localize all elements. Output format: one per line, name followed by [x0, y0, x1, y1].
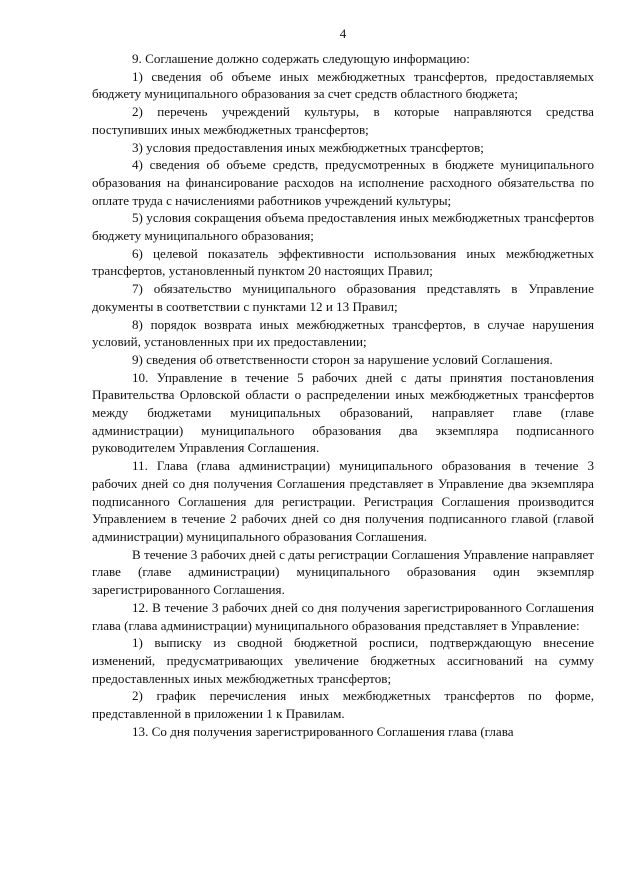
paragraph-12: 12. В течение 3 рабочих дней со дня получения зарегистрированного Соглашения глава (глава администрации) муниципального образования представляет в Управление: [92, 599, 594, 633]
document-body [92, 50, 594, 740]
page-number: 4 [339, 26, 347, 41]
document-page [92, 26, 594, 740]
paragraph-13: 13. Со дня получения зарегистрированного Соглашения глава (глава [132, 723, 514, 739]
paragraph-10: 10. Управление в течение 5 рабочих дней с даты принятия постановления Правительства Орловской области о распределении иных межбюджетных трансфертов между бюджетами муниципальных образований, направляет главе (главе администрации) муниципального образования два экземпляра подписанного руководителем Управления Соглашения. [92, 369, 594, 456]
paragraph-9-heading: 9. Соглашение должно содержать следующую информацию: [132, 51, 470, 66]
paragraph-9-item-7: 7) обязательство муниципального образования представлять в Управление документы в соответствии с пунктами 12 и 13 Правил; [92, 281, 594, 314]
paragraph-9-item-9: 9) сведения об ответственности сторон за нарушение условий Соглашения. [132, 351, 553, 367]
paragraph-9-item-6: 6) целевой показатель эффективности использования иных межбюджетных трансфертов, установленный пунктом 20 настоящих Правил; [92, 245, 594, 279]
paragraph-9-item-8: 8) порядок возврата иных межбюджетных трансфертов, в случае нарушения условий, установленных при их предоставлении; [92, 316, 594, 350]
paragraph-9-item-1: 1) сведения об объеме иных межбюджетных трансфертов, предоставляемых бюджету муниципального образования за счет средств областного бюджета; [92, 68, 594, 102]
paragraph-9-item-3: 3) условия предоставления иных межбюджетных трансфертов; [132, 139, 484, 155]
paragraph-11-continuation: В течение 3 рабочих дней с даты регистрации Соглашения Управление направляет главе (главе администрации) муниципального образования один экземпляр зарегистрированного Соглашения. [92, 546, 594, 598]
paragraph-9-item-5: 5) условия сокращения объема предоставления иных межбюджетных трансфертов бюджету муниципального образования; [92, 210, 594, 244]
paragraph-12-item-2: 2) график перечисления иных межбюджетных трансфертов по форме, представленной в приложении 1 к Правилам. [92, 688, 594, 722]
paragraph-12-item-1: 1) выписку из сводной бюджетной росписи, подтверждающую внесение изменений, предусматривающих увеличение бюджетных ассигнований на сумму предоставленных иных межбюджетных трансфертов; [92, 635, 594, 686]
paragraph-11: 11. Глава (глава администрации) муниципального образования в течение 3 рабочих дней со дня получения Соглашения представляет в Управление два экземпляра подписанного Соглашения для регистрации. Регистрация Соглашения производится Управлением в течение 2 рабочих дней со дня получения подписанного главой (главой администрации) муниципального образования Соглашения. [92, 458, 594, 544]
paragraph-9-item-2: 2) перечень учреждений культуры, в которые направляются средства поступивших иных межбюджетных трансфертов; [92, 104, 594, 137]
paragraph-9-item-4: 4) сведения об объеме средств, предусмотренных в бюджете муниципального образования на финансирование расходов на исполнение расходного обязательства по оплате труда с начислениями работников учреждений культуры; [92, 157, 594, 208]
